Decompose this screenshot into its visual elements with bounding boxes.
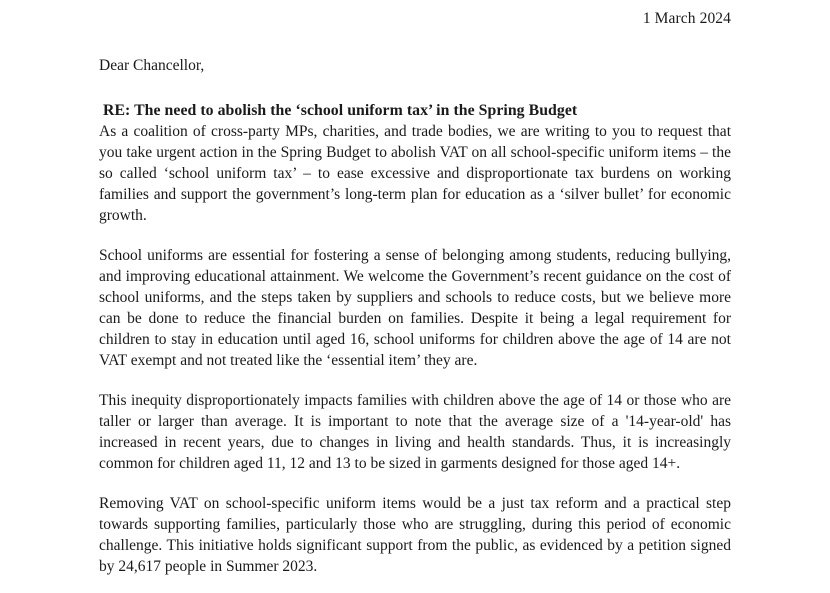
- letter-paragraph-4: Removing VAT on school-specific uniform items would be a just tax reform and a practical step towards supporting families, particularly those who are struggling, during this period of economic challenge. This initiative holds significant support from the public, as evidenced by a petition signed by 24,617 people in Summer 2023.: [99, 495, 731, 575]
- letter-subject-heading: RE: The need to abolish the ‘school uniform tax’ in the Spring Budget: [103, 102, 578, 119]
- letter-paragraph-3: This inequity disproportionately impacts families with children above the age of 14 or those who are taller or larger than average. It is important to note that the average size of a '14-year-old' has increased in recent years, due to changes in living and health standards. Thus, it is increasingly common for children aged 11, 12 and 13 to be sized in garments designed for those aged 14+.: [99, 392, 731, 472]
- letter-date: 1 March 2024: [642, 10, 731, 27]
- letter-salutation: Dear Chancellor,: [99, 57, 205, 74]
- letter-content: [99, 0, 731, 593]
- letter-paragraph-1: As a coalition of cross-party MPs, charities, and trade bodies, we are writing to you to request that you take urgent action in the Spring Budget to abolish VAT on all school-specific uniform items – the so called ‘school uniform tax’ – to ease excessive and disproportionate tax burdens on working families and support the government’s long-term plan for education as a ‘silver bullet’ for economic growth.: [99, 123, 731, 224]
- letter-paragraph-2: School uniforms are essential for fostering a sense of belonging among students, reducing bullying, and improving educational attainment. We welcome the Government’s recent guidance on the cost of school uniforms, and the steps taken by suppliers and schools to reduce costs, but we believe more can be done to reduce the financial burden on families. Despite it being a legal requirement for children to stay in education until aged 16, school uniforms for children above the age of 14 are not VAT exempt and not treated like the ‘essential item’ they are.: [99, 247, 731, 369]
